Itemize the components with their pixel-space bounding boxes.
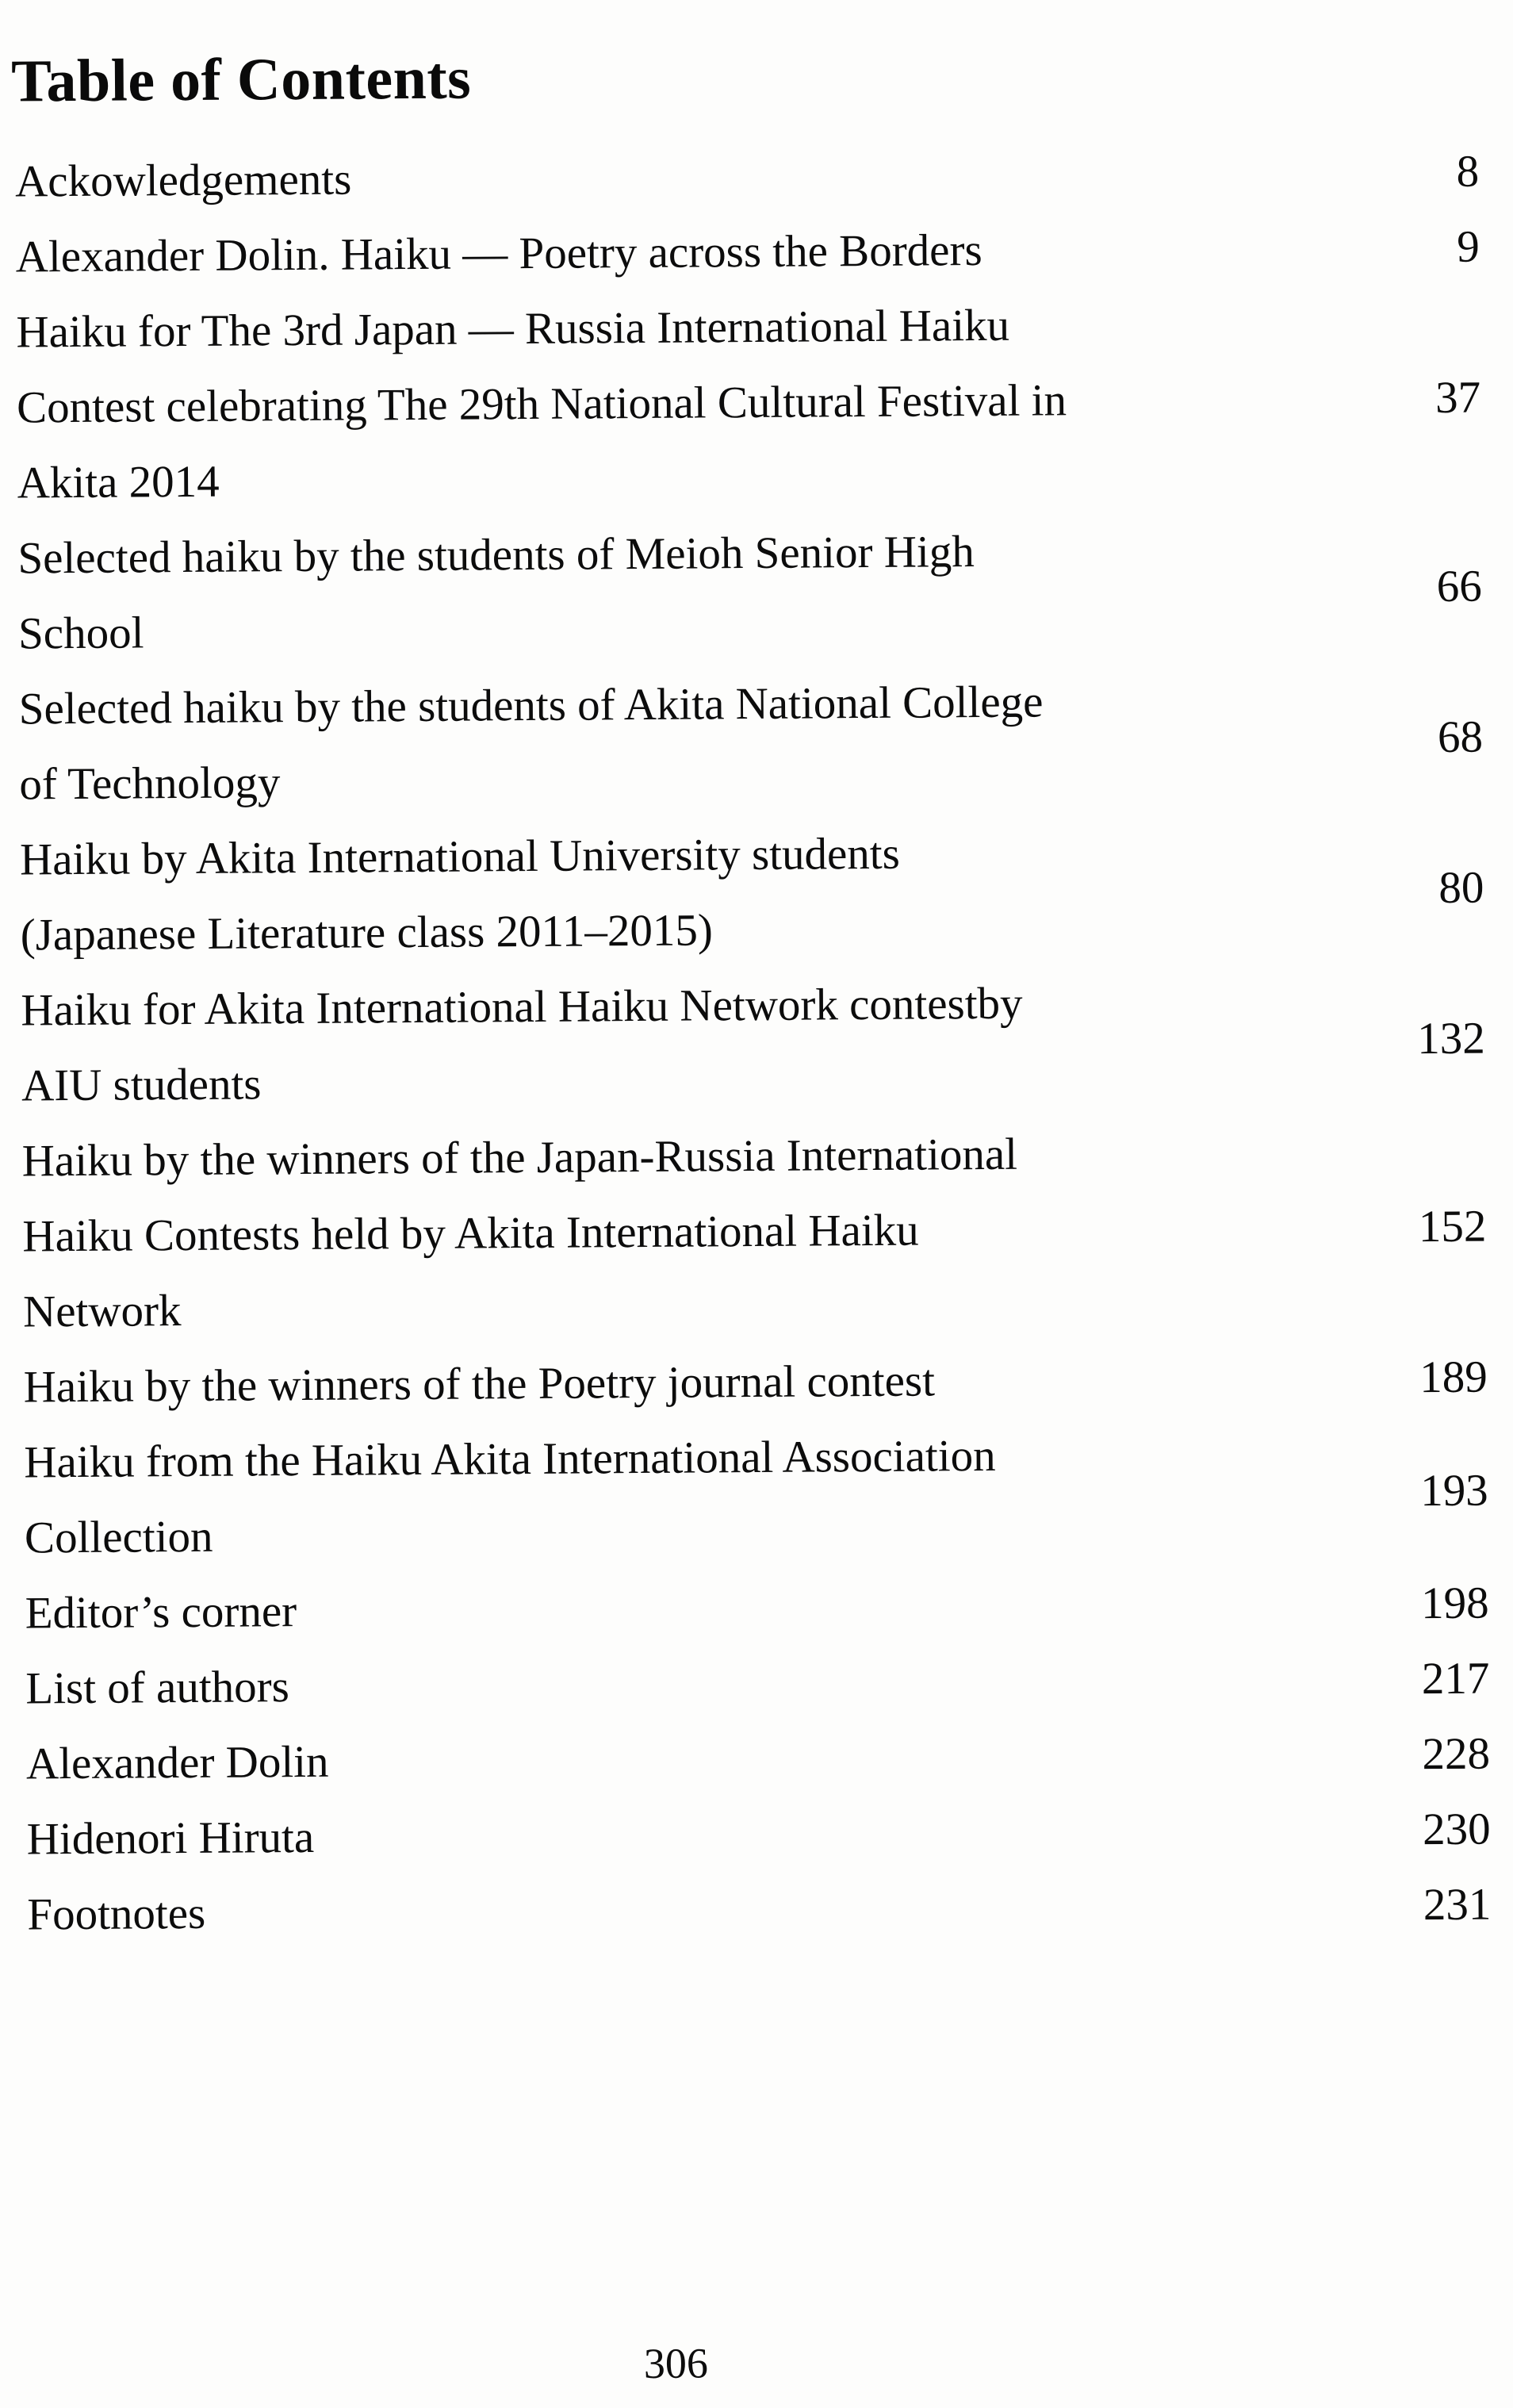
toc-entry-title: Alexander Dolin (25, 1736, 329, 1789)
toc-entry-page: 189 (1419, 1352, 1488, 1403)
toc-entry (23, 1340, 1488, 1425)
toc-entry (25, 1566, 1489, 1651)
toc-entry (26, 1716, 1491, 1802)
table-of-contents (15, 134, 1492, 1953)
toc-entry (16, 285, 1481, 521)
toc-entry-title: Haiku by the winners of the Poetry journal contest (23, 1355, 936, 1413)
toc-entry-page: 8 (1456, 146, 1480, 197)
page-title: Table of Contents (10, 44, 472, 115)
toc-entry-title: Haiku for The 3rd Japan — Russia International Haiku Contest celebrating The 29th National Cultural Festival in Akita 2014 (16, 300, 1067, 508)
toc-entry (20, 812, 1484, 973)
toc-entry (15, 134, 1480, 220)
toc-entry-page: 231 (1423, 1879, 1492, 1931)
toc-entry-page: 198 (1420, 1578, 1489, 1629)
toc-entry-page: 37 (1434, 372, 1481, 424)
toc-entry (25, 1641, 1490, 1727)
toc-entry (17, 511, 1482, 672)
toc-entry-title: List of authors (25, 1662, 290, 1714)
toc-entry-page: 152 (1418, 1201, 1487, 1252)
toc-entry-title: Selected haiku by the students of Akita National College of Technology (18, 677, 1044, 810)
toc-entry-title: Selected haiku by the students of Meioh Senior High School (17, 527, 975, 659)
toc-entry (21, 963, 1485, 1124)
toc-entry-page: 193 (1419, 1465, 1488, 1516)
toc-entry (24, 1415, 1488, 1576)
toc-entry-page: 66 (1436, 561, 1482, 612)
toc-entry-page: 9 (1457, 221, 1480, 272)
toc-entry-page: 80 (1438, 862, 1484, 913)
page-number: 306 (643, 2339, 709, 2388)
toc-entry-title: Haiku from the Haiku Akita International Association Collection (24, 1430, 996, 1563)
toc-entry-title: Footnotes (27, 1888, 206, 1940)
toc-entry-page: 217 (1421, 1653, 1490, 1704)
toc-entry-title: Hidenori Hiruta (26, 1812, 315, 1865)
toc-entry-page: 68 (1437, 711, 1484, 762)
toc-entry-title: Ackowledgements (14, 154, 352, 207)
toc-entry (27, 1867, 1492, 1953)
toc-entry (15, 209, 1480, 295)
toc-entry-title: Alexander Dolin. Haiku — Poetry across the Borders (15, 224, 982, 282)
toc-entry-title: Haiku by Akita International University students (Japanese Literature class 2011–2015) (19, 828, 900, 961)
toc-entry (18, 661, 1483, 822)
toc-entry (21, 1114, 1487, 1350)
toc-entry-title: Editor’s corner (25, 1586, 297, 1639)
toc-entry-page: 228 (1422, 1728, 1491, 1780)
toc-entry-page: 132 (1416, 1013, 1485, 1064)
toc-entry-page: 230 (1422, 1804, 1491, 1855)
toc-entry-title: Haiku by the winners of the Japan-Russia International Haiku Contests held by Akita International Haiku Network (21, 1129, 1018, 1337)
toc-entry-title: Haiku for Akita International Haiku Network contestby AIU students (21, 978, 1023, 1111)
toc-entry (26, 1792, 1491, 1877)
